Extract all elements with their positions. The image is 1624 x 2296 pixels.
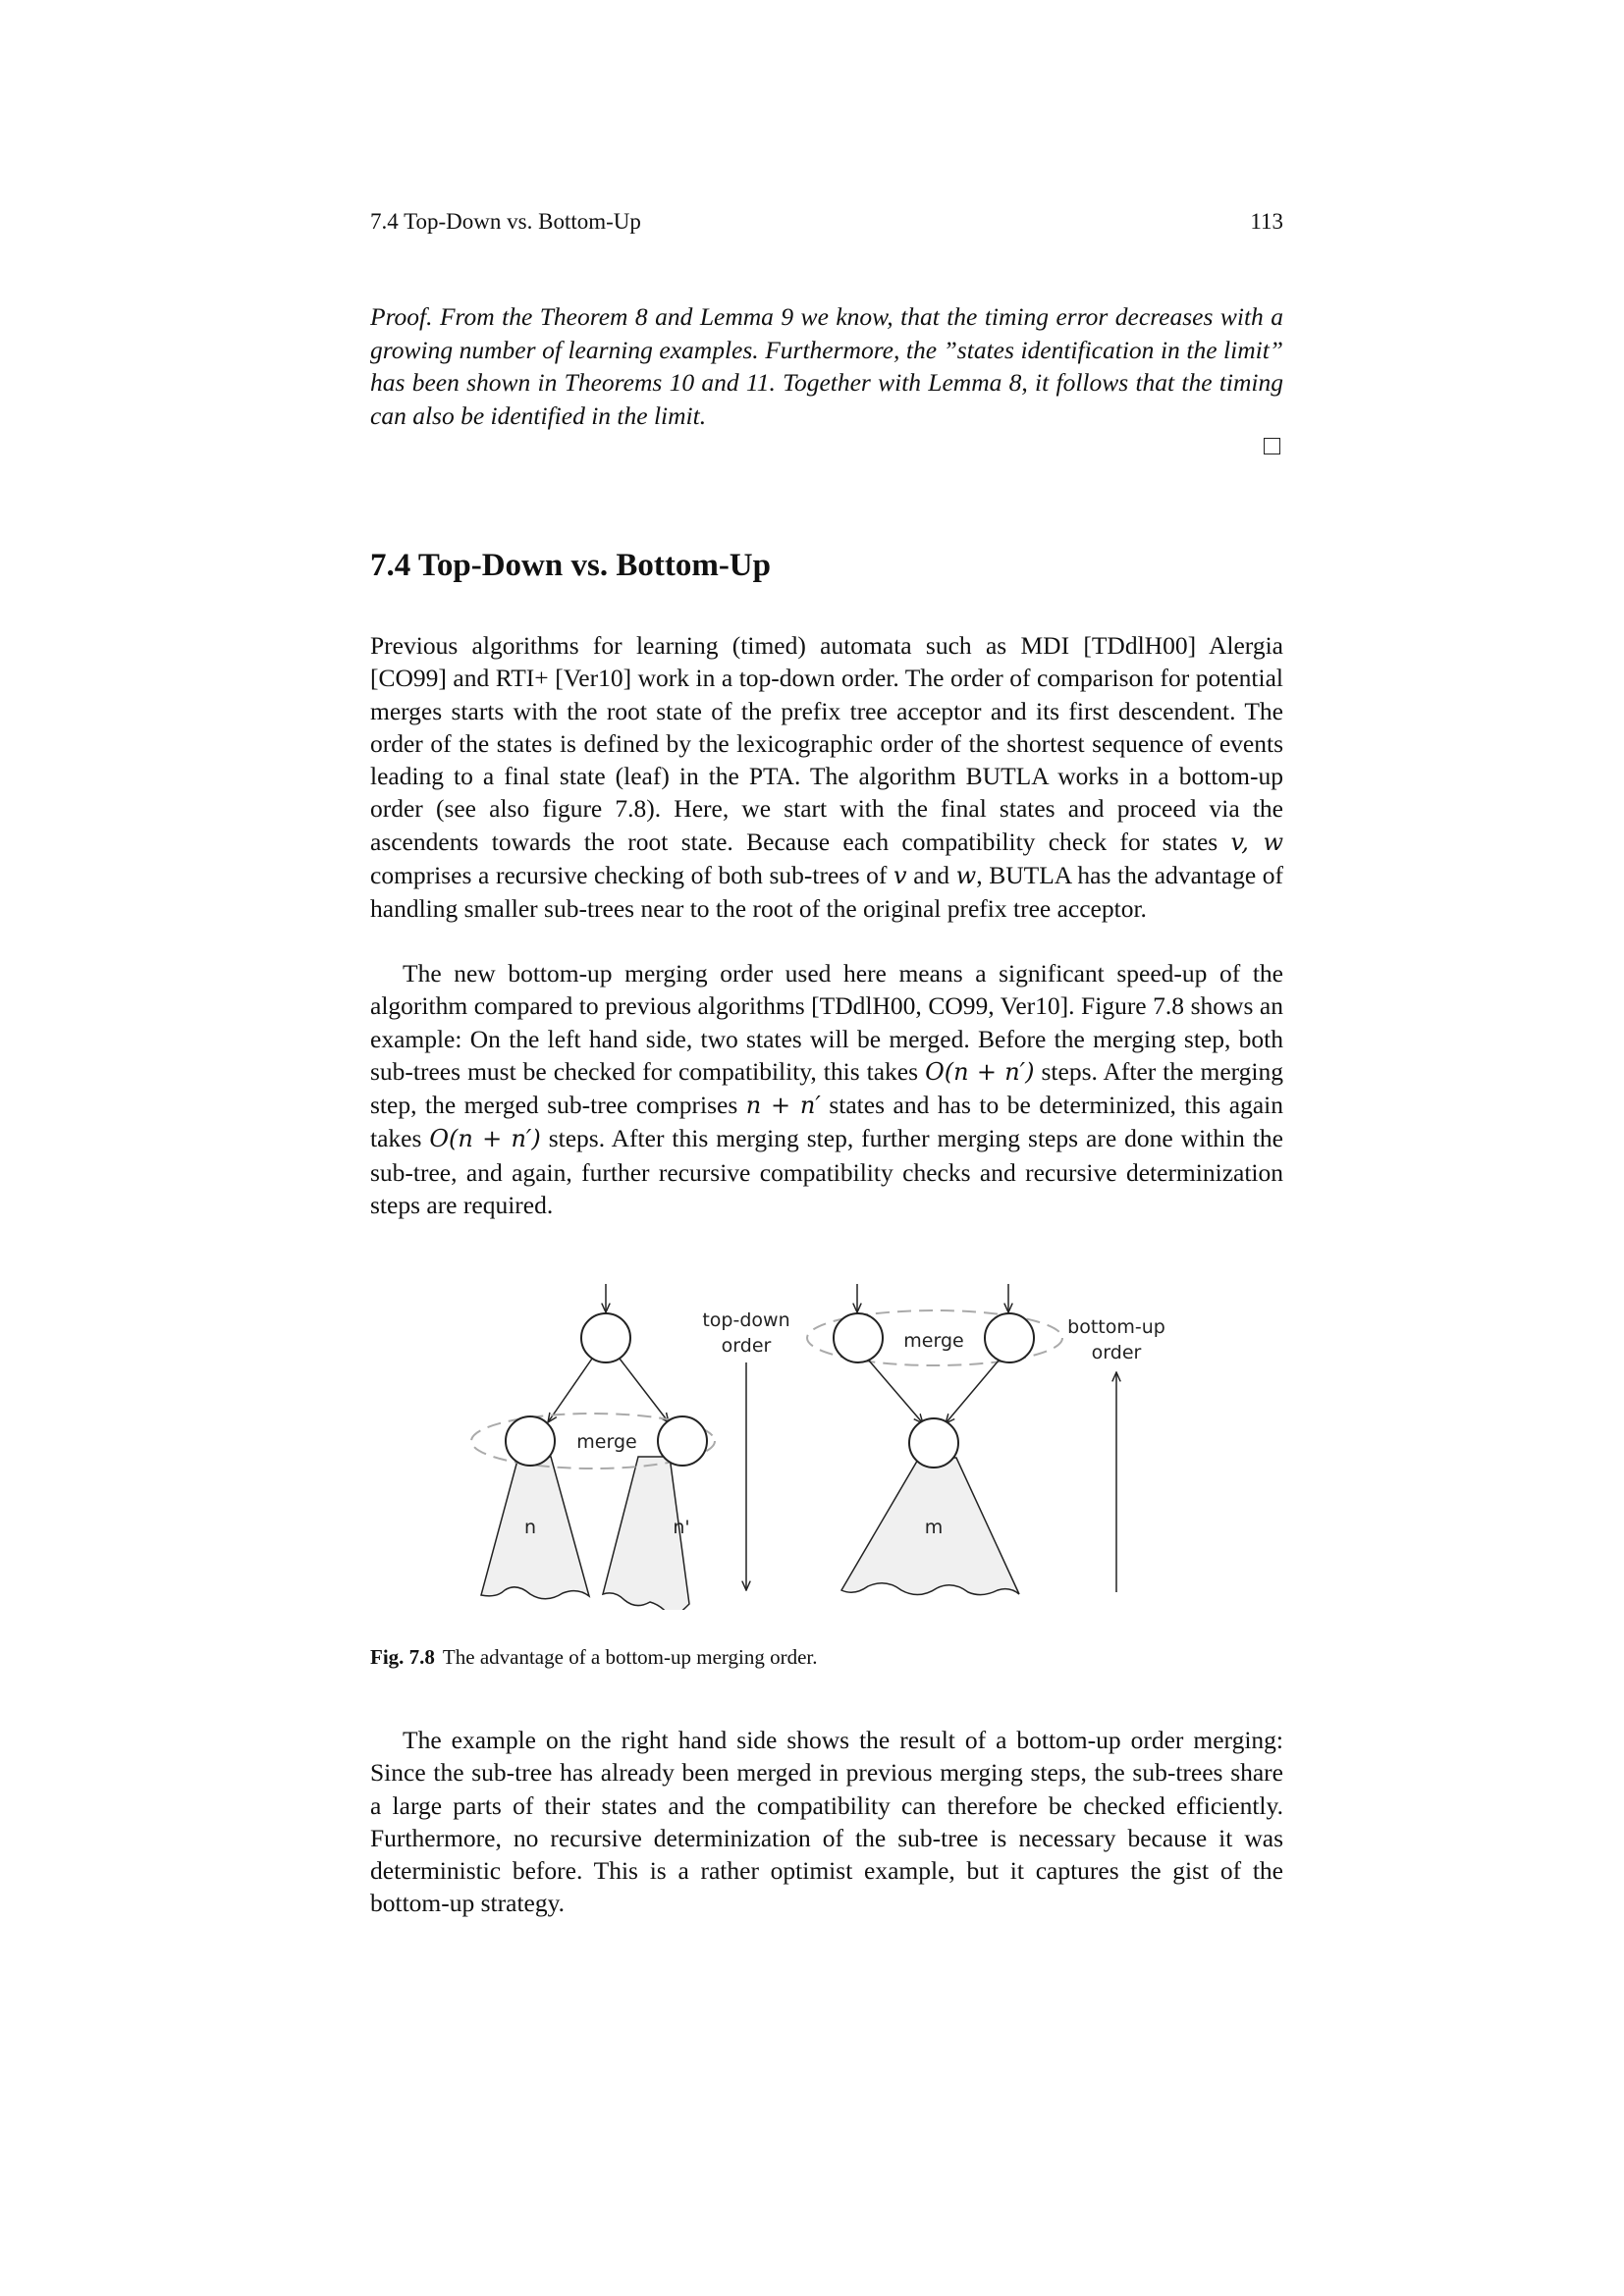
proof-paragraph: Proof. From the Theorem 8 and Lemma 9 we know, that the timing error decreases with a growing number of learning examples. Furthermore, the ”states identification in the limit” has been shown in Theorems 10 and 11. Together with Lemma 8, it follows that the timing can also be identified in the limit. [370,302,1283,430]
p2-math-state-count: n + n′ [745,1092,821,1120]
p2-math-complexity-1: O(n + n′) [925,1057,1035,1086]
left-first-child-state [506,1416,555,1466]
left-merge-label: merge [576,1431,637,1453]
bottom-up-label-line-2: order [1091,1342,1142,1363]
left-edge-to-second-child [620,1359,669,1422]
p2-text-d: steps. After this merging step, further merging steps are done within the sub-tree, and again, further recursive compatibility checks and recursive determinization steps are required. [370,1124,1283,1220]
p2-math-complexity-2: O(n + n′) [429,1125,541,1153]
p2-text-c: states and has to be determinized, this again takes [370,1091,1283,1153]
paragraph-1 [370,629,1283,926]
figure-caption [370,1643,1283,1671]
paragraph-3: The example on the right hand side shows the result of a bottom-up order merging: Since the sub-tree has already been merged in previous merging steps, the sub-trees share a large parts of their states and the compatibility can therefore be checked efficiently. Furthermore, no recursive determinization of the sub-tree is necessary because it was deterministic before. This is a rather optimist example, but it captures the gist of the bottom-up strategy. [370,1726,1283,1918]
right-second-state [985,1313,1034,1362]
p1-text-b: comprises a recursive checking of both sub-trees of [370,861,894,890]
right-edge-1 [869,1361,923,1423]
p1-text-a: Previous algorithms for learning (timed) automata such as MDI [TDdlH00] Alergia [CO99] and RTI+ [Ver10] work in a top-down order. The order of comparison for potential merges starts with the root state of the prefix tree acceptor and its first descendent. The order of the states is defined by the lexicographic order of the shortest sequence of events leading to a final state (leaf) in the PTA. The algorithm BUTLA works in a bottom-up order (see also figure 7.8). Here, we start with the final states and proceed via the ascendents towards the root state. Because each compatibility check for states [370,631,1283,856]
right-first-state [834,1313,883,1362]
subtree-n-prime-label: n' [673,1517,690,1538]
left-second-child-state [658,1416,707,1466]
subtree-m-label: m [924,1517,944,1538]
caption-number: Fig. 7.8 [370,1645,435,1669]
paragraph-2 [370,957,1283,1221]
subtree-n-label: n [523,1517,537,1538]
merged-state [909,1418,958,1468]
p1-math-vw: v, w [1230,828,1284,856]
p2-text-a: The new bottom-up merging order used here means a significant speed-up of the algorithm compared to previous algorithms [TDdlH00, CO99, Ver10]. Figure 7.8 shows an example: On the left hand side, two states will be merged. Before the merging step, both sub-trees must be checked for compatibility, this takes [370,959,1283,1086]
p1-math-v: v [893,862,907,890]
left-root-state [581,1313,630,1362]
p1-text-c: and [906,861,956,890]
page-number: 113 [1250,209,1283,234]
top-down-label-line-2: order [721,1335,772,1357]
right-edge-2 [946,1361,999,1423]
bottom-up-label-line-1: bottom-up [1067,1316,1165,1338]
running-head-section: 7.4 Top-Down vs. Bottom-Up [370,209,641,234]
p1-math-w: w [955,862,977,890]
qed-square-icon [1264,438,1280,454]
bottom-up-example [807,1284,1165,1595]
p1-text-d: , BUTLA has the advantage of handling smaller sub-trees near to the root of the original prefix tree acceptor. [370,861,1284,924]
running-head [370,209,1283,239]
caption-text: The advantage of a bottom-up merging order. [442,1645,818,1669]
top-down-example [471,1284,790,1610]
right-merge-label: merge [903,1330,964,1352]
figure-7-8 [461,1266,1188,1610]
section-heading: 7.4 Top-Down vs. Bottom-Up [370,548,771,583]
top-down-label-line-1: top-down [702,1309,790,1331]
merging-order-diagram [461,1266,1188,1610]
p2-text-b: steps. After the merging step, the merged sub-tree comprises [370,1056,1283,1120]
